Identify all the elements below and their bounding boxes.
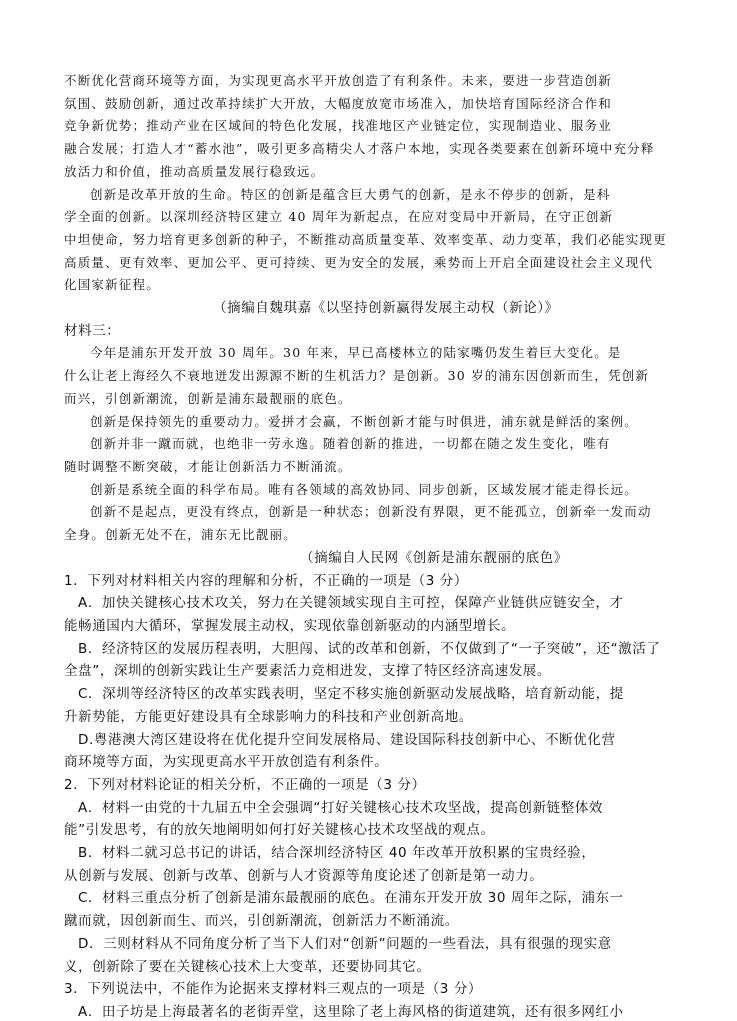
option-1c-cont: 升新势能，方能更好建设具有全球影响力的科技和产业创新高地。: [64, 709, 473, 725]
text-line: 今年是浦东开发开放 30 周年。30 年来，早已高楼林立的陆家嘴仍发生着巨大变化。是: [90, 345, 622, 360]
text-line: 创新是系统全面的科学布局。唯有各领域的高效协同、同步创新，区域发展才能走得长远。: [90, 482, 639, 497]
text-line: 竞争新优势；推动产业在区域间的特色化发展，找准地区产业链定位，实现制造业、服务业: [64, 118, 613, 133]
text-line: 创新不是起点，更没有终点，创新是一种状态；创新没有界限，更不能孤立，创新牵一发而动: [90, 504, 652, 519]
source-citation: （摘编自人民网《创新是浦东靓丽的底色》: [300, 550, 568, 566]
option-1d-cont: 商环境等方面，为实现更高水平开放创造有利条件。: [64, 754, 389, 770]
option-1a-cont: 能畅通国内大循环，掌握发展主动权，实现依靠创新驱动的内涵型增长。: [64, 618, 516, 634]
text-line: 创新是保持领先的重要动力。爱拼才会赢，不断创新才能与时俱进，浦东就是鲜活的案例。: [90, 414, 639, 429]
text-line: 不断优化营商环境等方面，为实现更高水平开放创造了有利条件。未来，要进一步营造创新: [64, 73, 613, 88]
text-line: 什么让老上海经久不衰地迸发出源源不断的生机活力？是创新。30 岁的浦东因创新而生，凭创新: [64, 368, 650, 383]
option-1c: C．深圳等经济特区的改革实践表明，坚定不移实施创新驱动发展战略，培育新动能，提: [78, 686, 624, 702]
option-3a: A．田子坊是上海最著名的老街弄堂，这里除了老上海风格的街道建筑，还有很多网红小: [78, 1004, 624, 1020]
option-1d: D.粤港澳大湾区建设将在优化提升空间发展格局、建设国际科技创新中心、不断优化营: [78, 732, 616, 748]
option-2a-cont: 能”引发思考，有的放矢地阐明如何打好关键核心技术攻坚战的观点。: [64, 822, 495, 838]
option-2c-cont: 蹴而就，因创新而生、而兴，引创新潮流，创新活力不断涌流。: [64, 913, 459, 929]
text-line: 而兴，引创新潮流，创新是浦东最靓丽的底色。: [64, 391, 352, 406]
question-1: 1．下列对材料相关内容的理解和分析，不正确的一项是（3 分）: [64, 573, 468, 589]
text-line: 随时调整不断突破，才能让创新活力不断涌流。: [64, 459, 352, 474]
option-2d: D．三则材料从不同角度分析了当下人们对“创新”问题的一些看法，具有很强的现实意: [78, 936, 612, 952]
option-1b-cont: 全盘”，深圳的创新实践让生产要素活力竞相进发，支撑了特区经济高速发展。: [64, 663, 551, 679]
text-line: 创新并非一蹴而就，也绝非一劳永逸。随着创新的推进，一切都在随之发生变化，唯有: [90, 436, 611, 451]
option-1a: A．加快关键核心技术攻关，努力在关键领域实现自主可控，保障产业链供应链安全，才: [78, 595, 624, 611]
option-2a: A．材料一由党的十九届五中全会强调“打好关键核心技术攻坚战，提高创新链整体效: [78, 800, 604, 816]
text-line: 中坦使命，努力培育更多创新的种子，不断推动高质量变革、效率变革、动力变革，我们必能实现更: [64, 232, 667, 247]
text-line: 学全面的创新。以深圳经济特区建立 40 周年为新起点，在应对变局中开新局，在守正创新: [64, 209, 614, 224]
question-3: 3．下列说法中，不能作为论据来支撑材料三观点的一项是（3 分）: [64, 981, 483, 997]
option-2b: B．材料二就习总书记的讲话，结合深圳经济特区 40 年改革开放积累的宝贵经验，: [78, 845, 596, 861]
text-line: 高质量、更有效率、更加公平、更可持续、更为安全的发展，乘势而上开启全面建设社会主义现代: [64, 255, 654, 270]
text-line: 化国家新征程。: [64, 277, 160, 292]
option-1b: B．经济特区的发展历程表明，大胆闯、试的改革和创新，不仅做到了“一子突破”，还“激活了: [78, 641, 661, 657]
text-line: 全身。创新无处不在，浦东无比靓丽。: [64, 527, 297, 542]
question-2: 2．下列对材料论证的相关分析，不正确的一项是（3 分）: [64, 777, 426, 793]
text-line: 放活力和价值，推动高质量发展行稳致远。: [64, 164, 325, 179]
text-line: 创新是改革开放的生命。特区的创新是蕴含巨大勇气的创新，是永不停步的创新，是科: [90, 187, 611, 202]
text-line: 融合发展；打造人才“蓄水池”，吸引更多高精尖人才落户本地，实现各类要素在创新环境中充分释: [64, 141, 655, 156]
source-citation: （摘编自魏琪嘉《以坚持创新赢得发展主动权（新论）》: [213, 300, 559, 316]
option-2d-cont: 义，创新除了要在关键核心技术上大变革，还要协同其它。: [64, 959, 431, 975]
option-2b-cont: 从创新与发展、创新与改革、创新与人才资源等角度论述了创新是第一动力。: [64, 868, 544, 884]
text-line: 氛围、鼓励创新，通过改革持续扩大开放，大幅度放宽市场准入，加快培育国际经济合作和: [64, 96, 613, 111]
section-heading: 材料三：: [64, 323, 121, 339]
option-2c: C．材料三重点分析了创新是浦东最靓丽的底色。在浦东开发开放 30 周年之际，浦东一: [78, 890, 624, 906]
